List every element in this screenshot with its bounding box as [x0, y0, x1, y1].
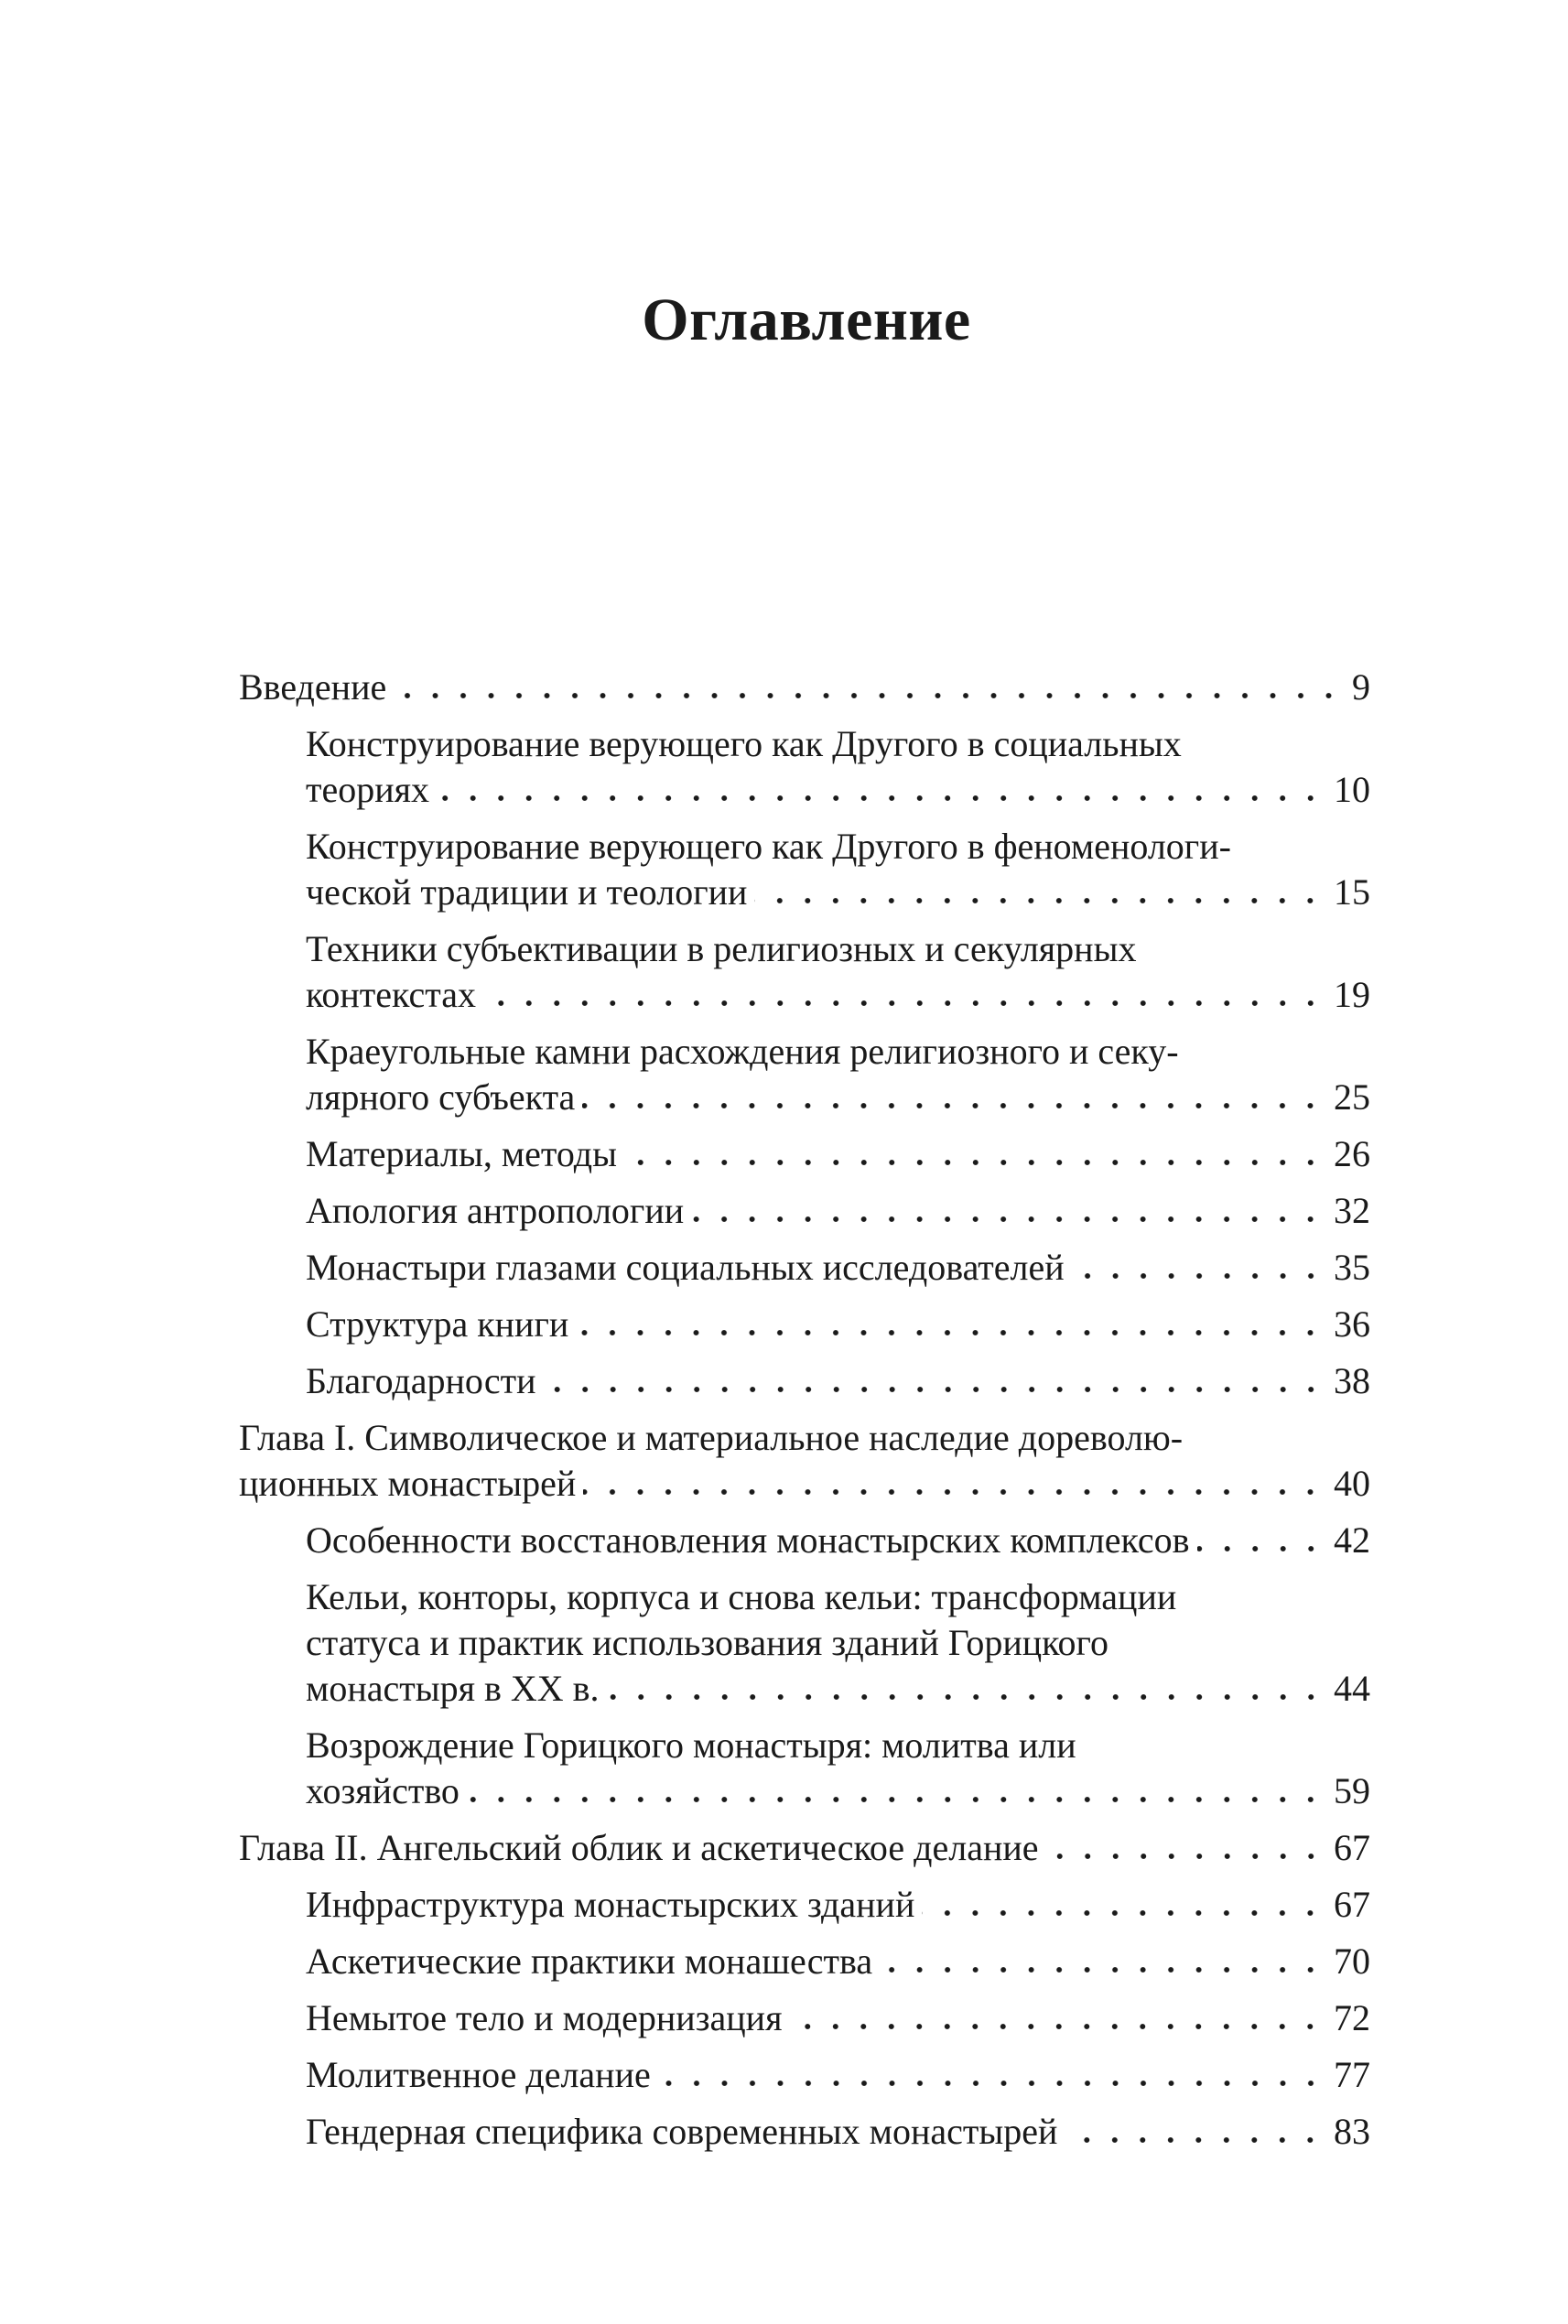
toc-entry-line — [306, 1245, 1370, 1291]
toc-entry-title: Конструирование верующего как Другого в социальных — [306, 723, 1182, 764]
dot-leader — [483, 997, 1325, 1010]
toc-entry-title: Особенности восстановления монастырских комплексов — [306, 1519, 1190, 1561]
toc-entry-title: Немытое тело и модернизация — [306, 1997, 783, 2038]
toc-section-entry — [239, 1518, 1370, 1563]
dot-leader — [754, 894, 1325, 907]
toc-entry-title: Благодарности — [306, 1360, 536, 1401]
toc-section-entry — [239, 1131, 1370, 1177]
toc-page-number: 67 — [1334, 1827, 1370, 1868]
toc-page-number: 67 — [1334, 1884, 1370, 1925]
toc-page-number: 32 — [1334, 1190, 1370, 1231]
toc-chapter-entry — [239, 1415, 1370, 1507]
toc-page-number: 19 — [1334, 974, 1370, 1015]
toc-entry-title: лярного субъекта — [306, 1076, 576, 1118]
page-title: Оглавление — [642, 286, 971, 354]
toc-entry-line — [306, 1723, 1370, 1768]
toc-entry-title: Глава I. Символическое и материальное наследие дореволю- — [239, 1417, 1184, 1458]
toc-entry-title: Конструирование верующего как Другого в феноменологи- — [306, 826, 1231, 867]
toc-section-entry — [239, 824, 1370, 915]
toc-entry-line — [306, 1075, 1370, 1120]
toc-section-entry — [239, 1358, 1370, 1404]
dot-leader — [467, 1793, 1325, 1806]
toc-entry-line — [306, 721, 1370, 767]
toc-entry-line — [306, 1188, 1370, 1234]
toc-entry-title: ционных монастырей — [239, 1463, 577, 1504]
toc-entry-line — [306, 926, 1370, 972]
toc-page-number: 38 — [1334, 1360, 1370, 1401]
dot-leader — [789, 2020, 1325, 2033]
toc-entry-line — [306, 2109, 1370, 2155]
toc-entry-title: контекстах — [306, 974, 476, 1015]
dot-leader — [582, 1099, 1325, 1112]
toc-section-entry — [239, 2052, 1370, 2098]
toc-entry-line — [306, 1029, 1370, 1075]
toc-entry-line — [306, 1620, 1370, 1666]
toc-entry-line — [239, 1825, 1370, 1871]
toc-entry-title: Введение — [239, 666, 387, 708]
toc-chapter-entry — [239, 665, 1370, 710]
toc-entry-title: Кельи, конторы, корпуса и снова кельи: трансформации — [306, 1576, 1177, 1617]
toc-page-number: 44 — [1334, 1668, 1370, 1709]
toc-entry-title: монастыря в XX в. — [306, 1668, 600, 1709]
toc-page-number: 59 — [1334, 1770, 1370, 1811]
toc-section-entry — [239, 721, 1370, 813]
toc-page-number: 70 — [1334, 1940, 1370, 1982]
toc-entry-title: ческой традиции и теологии — [306, 871, 748, 913]
toc-chapter-entry — [239, 1825, 1370, 1871]
toc-section-entry — [239, 1574, 1370, 1712]
toc-entry-title: Возрождение Горицкого монастыря: молитва или — [306, 1724, 1076, 1766]
toc-entry-title: теориях — [306, 769, 430, 810]
toc-page-number: 40 — [1334, 1463, 1370, 1504]
dot-leader — [583, 1486, 1325, 1498]
dot-leader — [658, 2077, 1325, 2090]
toc-section-entry — [239, 1723, 1370, 1814]
toc-page-number: 77 — [1334, 2054, 1370, 2095]
toc-entry-title: Аскетические практики монашества — [306, 1940, 873, 1982]
toc-section-entry — [239, 1188, 1370, 1234]
toc-entry-line — [306, 870, 1370, 915]
toc-entry-title: хозяйство — [306, 1770, 460, 1811]
toc-entry-title: Гендерная специфика современных монастырей — [306, 2111, 1058, 2152]
dot-leader — [576, 1326, 1325, 1339]
toc-entry-title: Структура книги — [306, 1303, 569, 1345]
toc-section-entry — [239, 1029, 1370, 1120]
toc-page-number: 35 — [1334, 1247, 1370, 1288]
toc-entry-title: Инфраструктура монастырских зданий — [306, 1884, 915, 1925]
dot-leader — [922, 1907, 1325, 1919]
toc-entry-title: статуса и практик использования зданий Горицкого — [306, 1622, 1108, 1663]
toc-entry-line — [306, 1995, 1370, 2041]
toc-section-entry — [239, 1882, 1370, 1928]
toc-entry-line — [239, 1415, 1370, 1461]
dot-leader — [880, 1963, 1325, 1976]
toc-entry-line — [306, 1302, 1370, 1347]
toc-section-entry — [239, 2109, 1370, 2155]
toc-section-entry — [239, 926, 1370, 1018]
toc-page-number: 10 — [1334, 769, 1370, 810]
dot-leader — [607, 1691, 1325, 1703]
toc-entry-line — [306, 972, 1370, 1018]
toc-page-number: 36 — [1334, 1303, 1370, 1345]
dot-leader — [437, 792, 1325, 805]
toc-entry-title: Материалы, методы — [306, 1133, 617, 1174]
toc-page-number: 83 — [1334, 2111, 1370, 2152]
toc-page-number: 15 — [1334, 871, 1370, 913]
toc-section-entry — [239, 1995, 1370, 2041]
dot-leader — [1072, 1270, 1325, 1282]
toc-entry-title: Молитвенное делание — [306, 2054, 651, 2095]
toc-entry-line — [306, 2052, 1370, 2098]
toc-page-number: 26 — [1334, 1133, 1370, 1174]
toc-section-entry — [239, 1302, 1370, 1347]
toc-entry-title: Апология антропологии — [306, 1190, 685, 1231]
toc-page-number: 9 — [1352, 666, 1370, 708]
toc-entry-line — [306, 1882, 1370, 1928]
table-of-contents — [239, 665, 1370, 2166]
toc-entry-line — [306, 1518, 1370, 1563]
toc-entry-title: Краеугольные камни расхождения религиозного и секу- — [306, 1031, 1179, 1072]
dot-leader — [1065, 2134, 1325, 2146]
toc-entry-title: Техники субъективации в религиозных и секулярных — [306, 928, 1137, 969]
dot-leader — [691, 1213, 1325, 1226]
toc-entry-line — [306, 1666, 1370, 1712]
toc-entry-line — [306, 1131, 1370, 1177]
toc-entry-line — [306, 1574, 1370, 1620]
toc-entry-line — [306, 767, 1370, 813]
dot-leader — [544, 1383, 1325, 1396]
dot-leader — [1197, 1542, 1325, 1555]
toc-section-entry — [239, 1939, 1370, 1984]
toc-entry-line — [306, 1939, 1370, 1984]
dot-leader — [394, 689, 1343, 702]
toc-entry-line — [239, 1461, 1370, 1507]
toc-page-number: 25 — [1334, 1076, 1370, 1118]
toc-entry-title: Глава II. Ангельский облик и аскетическое делание — [239, 1827, 1039, 1868]
dot-leader — [1046, 1850, 1325, 1863]
toc-section-entry — [239, 1245, 1370, 1291]
toc-entry-line — [306, 1768, 1370, 1814]
toc-entry-line — [306, 1358, 1370, 1404]
toc-entry-title: Монастыри глазами социальных исследователей — [306, 1247, 1065, 1288]
toc-entry-line — [239, 665, 1370, 710]
toc-page-number: 72 — [1334, 1997, 1370, 2038]
toc-page-number: 42 — [1334, 1519, 1370, 1561]
toc-entry-line — [306, 824, 1370, 870]
dot-leader — [624, 1156, 1325, 1169]
